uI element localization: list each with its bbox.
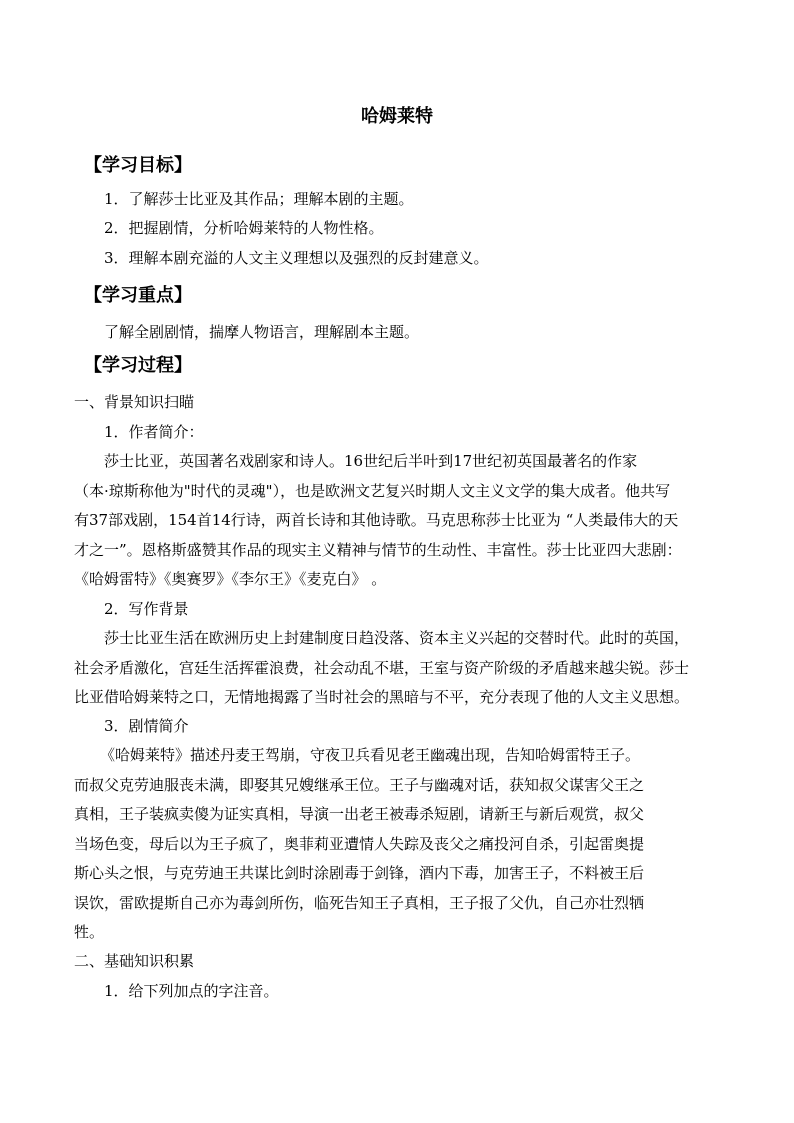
author-paragraph (74, 447, 724, 595)
section-heading-focus: 【学习重点】 (84, 285, 192, 306)
plot-paragraph (74, 741, 724, 948)
part-title: 二、基础知识积累 (74, 952, 195, 970)
paragraph-line: 当场色变，母后以为王子疯了，奥菲莉亚遭情人失踪及丧父之痛投河自杀，引起雷奥提 (74, 834, 645, 853)
part-title: 一、背景知识扫瞄 (74, 393, 195, 411)
paragraph-line: 斯心头之恨，与克劳迪王共谋比剑时涂剧毒于剑锋，酒内下毒，加害王子，不料被王后 (74, 864, 645, 882)
paragraph-line: 《哈姆雷特》《奥赛罗》《李尔王》《麦克白》 。 (74, 570, 387, 588)
paragraph-line: 莎士比亚生活在欧洲历史上封建制度日趋没落、资本主义兴起的交替时代。此时的英国， (104, 629, 690, 647)
paragraph-line: 牲。 (74, 923, 105, 941)
paragraph-line: 而叔父克劳迪服丧未满，即娶其兄嫂继承王位。王子与幽魂对话，获知叔父谋害父王之 (74, 775, 645, 794)
subsection-title: 1．给下列加点的字注音。 (104, 982, 279, 1000)
goal-item: 2．把握剧情，分析哈姆莱特的人物性格。 (104, 219, 384, 237)
goal-item: 1．了解莎士比亚及其作品；理解本剧的主题。 (104, 190, 414, 208)
paragraph-line: 比亚借哈姆莱特之口，无情地揭露了当时社会的黑暗与不平，充分表现了他的人文主义思想。 (74, 688, 690, 706)
background-paragraph (74, 624, 724, 713)
paragraph-line: （本·琼斯称他为"时代的灵魂"），也是欧洲文艺复兴时期人文主义文学的集大成者。他共写 (74, 481, 671, 500)
subsection-title: 3．剧情简介 (104, 717, 189, 735)
subsection-title: 2．写作背景 (104, 600, 189, 618)
focus-text: 了解全剧剧情，揣摩人物语言，理解剧本主题。 (104, 323, 420, 341)
goal-item: 3．理解本剧充溢的人文主义理想以及强烈的反封建意义。 (104, 249, 489, 267)
section-heading-process: 【学习过程】 (84, 355, 192, 376)
subsection-title: 1．作者简介： (104, 423, 204, 441)
paragraph-line: 社会矛盾激化，宫廷生活挥霍浪费，社会动乱不堪，王室与资产阶级的矛盾越来越尖锐。莎士 (74, 658, 690, 677)
paragraph-line: 真相，王子装疯卖傻为证实真相，导演一出老王被毒杀短剧，请新王与新后观赏，叔父 (74, 805, 645, 823)
page-title: 哈姆莱特 (361, 106, 433, 127)
paragraph-line: 误饮，雷欧提斯自己亦为毒剑所伤，临死告知王子真相，王子报了父仇，自己亦壮烈牺 (74, 893, 645, 912)
section-heading-goals: 【学习目标】 (84, 155, 192, 176)
paragraph-line: 《哈姆莱特》描述丹麦王驾崩，守夜卫兵看见老王幽魂出现，告知哈姆雷特王子。 (100, 746, 641, 764)
paragraph-line: 有37部戏剧，154首14行诗，两首长诗和其他诗歌。马克思称莎士比亚为 “人类最伟大的天 (74, 511, 679, 529)
paragraph-line: 莎士比亚，英国著名戏剧家和诗人。16世纪后半叶到17世纪初英国最著名的作家 (104, 452, 638, 470)
paragraph-line: 才之一”。恩格斯盛赞其作品的现实主义精神与情节的生动性、丰富性。莎士比亚四大悲剧： (74, 540, 682, 559)
